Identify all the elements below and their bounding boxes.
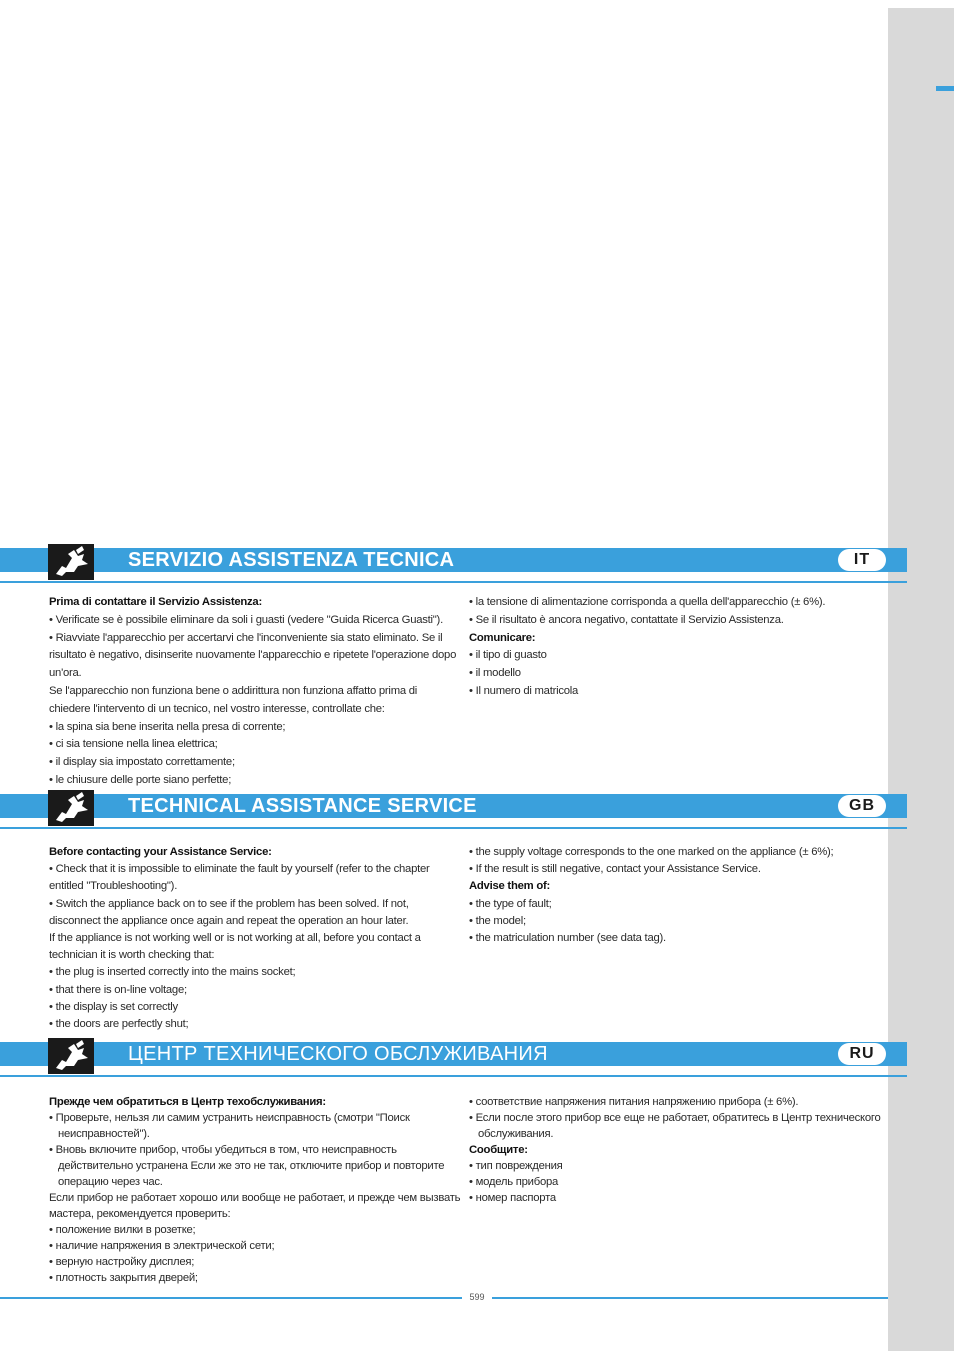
- header-rule: [0, 827, 907, 829]
- bullet-item: • Il numero di matricola: [469, 683, 881, 701]
- bullet-item: • Вновь включите прибор, чтобы убедиться в том, что неисправность действительно устранена Если же это не так, отключите прибор и повторите операцию через час.: [49, 1142, 461, 1190]
- bullet-item: • наличие напряжения в электрической сети;: [49, 1238, 461, 1254]
- bullet-item: • модель прибора: [469, 1174, 881, 1190]
- section-title: TECHNICAL ASSISTANCE SERVICE: [128, 795, 477, 817]
- bullet-item: • ci sia tensione nella linea elettrica;: [49, 736, 461, 754]
- section-it-left-column: [49, 594, 461, 790]
- bullet-item: • the supply voltage corresponds to the one marked on the appliance (± 6%);: [469, 844, 881, 861]
- bullet-item: • тип повреждения: [469, 1158, 881, 1174]
- paragraph: If the appliance is not working well or is not working at all, before you contact a technician it is worth checking that:: [49, 932, 421, 962]
- bullet-item: • il modello: [469, 665, 881, 683]
- bullet-item: • Se il risultato è ancora negativo, contattate il Servizio Assistenza.: [469, 612, 881, 630]
- section-gb-left-column: [49, 844, 461, 1033]
- bullet-item: • that there is on-line voltage;: [49, 982, 461, 999]
- bullet-item: • the model;: [469, 913, 881, 930]
- bullet-item: • верную настройку дисплея;: [49, 1254, 461, 1270]
- wrench-hand-icon: [48, 790, 94, 826]
- bullet-item: • соответствие напряжения питания напряжению прибора (± 6%).: [469, 1094, 881, 1110]
- bullet-item: • Check that it is impossible to eliminate the fault by yourself (refer to the chapter entitled "Troubleshooting").: [49, 861, 461, 895]
- bullet-item: • the plug is inserted correctly into the mains socket;: [49, 964, 461, 981]
- header-rule: [0, 1075, 907, 1077]
- section-it-right-column: [469, 594, 881, 701]
- bullet-item: • le chiusure delle porte siano perfette;: [49, 772, 461, 790]
- footer-rule: [0, 1297, 888, 1299]
- section-header-gb: [0, 790, 908, 834]
- paragraph: Если прибор не работает хорошо или вообще не работает, и прежде чем вызвать мастера, рекомендуется проверить:: [49, 1192, 461, 1220]
- side-gray-strip: [888, 8, 954, 1351]
- bullet-item: • Проверьте, нельзя ли самим устранить неисправность (смотри "Поиск неисправностей").: [49, 1110, 461, 1142]
- paragraph-heading: Comunicare:: [469, 631, 536, 644]
- bullet-item: • the display is set correctly: [49, 999, 461, 1016]
- bullet-item: • Riavviate l'apparecchio per accertarvi che l'inconveniente sia stato eliminato. Se il risultato è negativo, disinserite nuovamente l'apparecchio e ripetete l'operazione dopo un'ora.: [49, 630, 461, 683]
- bullet-item: • Verificate se è possibile eliminare da soli i guasti (vedere "Guida Ricerca Guasti").: [49, 612, 461, 630]
- bullet-item: • la spina sia bene inserita nella presa di corrente;: [49, 719, 461, 737]
- bullet-item: • положение вилки в розетке;: [49, 1222, 461, 1238]
- section-ru-right-column: [469, 1094, 881, 1206]
- header-rule: [0, 581, 907, 583]
- wrench-hand-icon: [48, 1038, 94, 1074]
- bullet-item: • the doors are perfectly shut;: [49, 1016, 461, 1033]
- bullet-item: • il tipo di guasto: [469, 647, 881, 665]
- section-gb-right-column: [469, 844, 881, 947]
- paragraph-heading: Сообщите:: [469, 1144, 528, 1156]
- section-header-ru: [0, 1038, 908, 1082]
- bullet-item: • the matriculation number (see data tag).: [469, 930, 881, 947]
- bullet-item: • il display sia impostato correttamente;: [49, 754, 461, 772]
- paragraph-heading: Prima di contattare il Servizio Assistenza:: [49, 596, 262, 608]
- side-tab-marker: [936, 86, 954, 91]
- bullet-item: • номер паспорта: [469, 1190, 881, 1206]
- bullet-item: • If the result is still negative, contact your Assistance Service.: [469, 861, 881, 878]
- section-title: SERVIZIO ASSISTENZA TECNICA: [128, 549, 455, 571]
- language-badge: GB: [838, 795, 886, 817]
- paragraph-heading: Before contacting your Assistance Service:: [49, 846, 272, 858]
- bullet-item: • Если после этого прибор все еще не работает, обратитесь в Центр технического обслуживания.: [469, 1110, 881, 1142]
- section-title: ЦЕНТР ТЕХНИЧЕСКОГО ОБСЛУЖИВАНИЯ: [128, 1043, 548, 1065]
- footer-page-number: 599: [462, 1290, 492, 1304]
- section-ru-left-column: [49, 1094, 461, 1286]
- language-badge: RU: [838, 1043, 886, 1065]
- paragraph-heading: Advise them of:: [469, 880, 550, 893]
- language-badge: IT: [838, 549, 886, 571]
- paragraph: Se l'apparecchio non funziona bene o addirittura non funziona affatto prima di chiedere l'intervento di un tecnico, nel vostro interesse, controllate che:: [49, 684, 418, 715]
- paragraph-heading: Прежде чем обратиться в Центр техобслуживания:: [49, 1096, 326, 1108]
- section-header-it: [0, 544, 908, 588]
- wrench-hand-icon: [48, 544, 94, 580]
- bullet-item: • плотность закрытия дверей;: [49, 1270, 461, 1286]
- bullet-item: • the type of fault;: [469, 896, 881, 913]
- bullet-item: • Switch the appliance back on to see if the problem has been solved. If not, disconnect the appliance once again and repeat the operation an hour later.: [49, 896, 461, 930]
- bullet-item: • la tensione di alimentazione corrisponda a quella dell'apparecchio (± 6%).: [469, 594, 881, 612]
